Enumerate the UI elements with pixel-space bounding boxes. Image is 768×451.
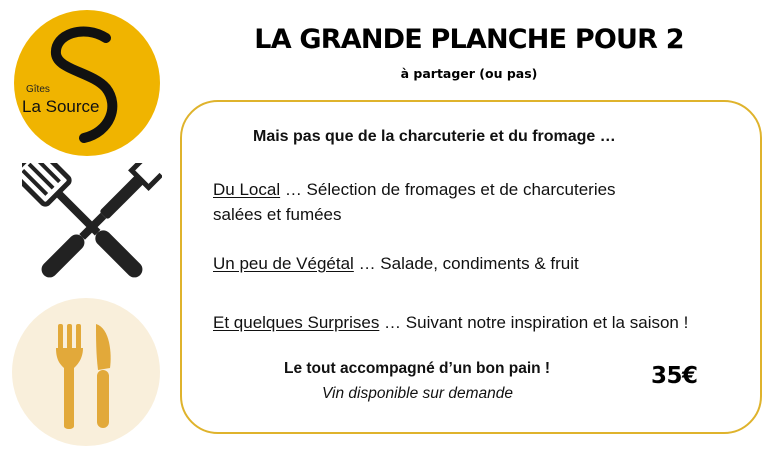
la-source-logo (14, 10, 160, 156)
price: 35€ (651, 363, 698, 389)
menu-item-name: Du Local (213, 180, 281, 199)
wine-note: Vin disponible sur demande (322, 385, 514, 402)
fork-knife-icon (12, 298, 160, 446)
page-title: LA GRANDE PLANCHE POUR 2 (254, 24, 684, 55)
menu-item-surprises (213, 313, 688, 333)
menu-intro: Mais pas que de la charcuterie et du fromage … (253, 128, 616, 145)
menu-item-name: Et quelques Surprises (213, 313, 380, 332)
menu-item-local (213, 180, 616, 200)
logo-line1: Gîtes (26, 84, 50, 95)
page-subtitle: à partager (ou pas) (400, 66, 538, 81)
menu-closing: Le tout accompagné d’un bon pain ! (284, 360, 551, 377)
logo-line2: La Source (22, 97, 100, 116)
menu-item-desc: … Salade, condiments & fruit (353, 254, 579, 273)
menu-item-vegetal (213, 254, 579, 274)
menu-item-name: Un peu de Végétal (213, 254, 354, 273)
grill-tools-icon (22, 163, 162, 291)
menu-item-desc: … Sélection de fromages et de charcuteries (280, 180, 616, 199)
menu-item-desc: … Suivant notre inspiration et la saison ! (379, 313, 689, 332)
menu-item-desc-line2: salées et fumées (213, 205, 342, 224)
